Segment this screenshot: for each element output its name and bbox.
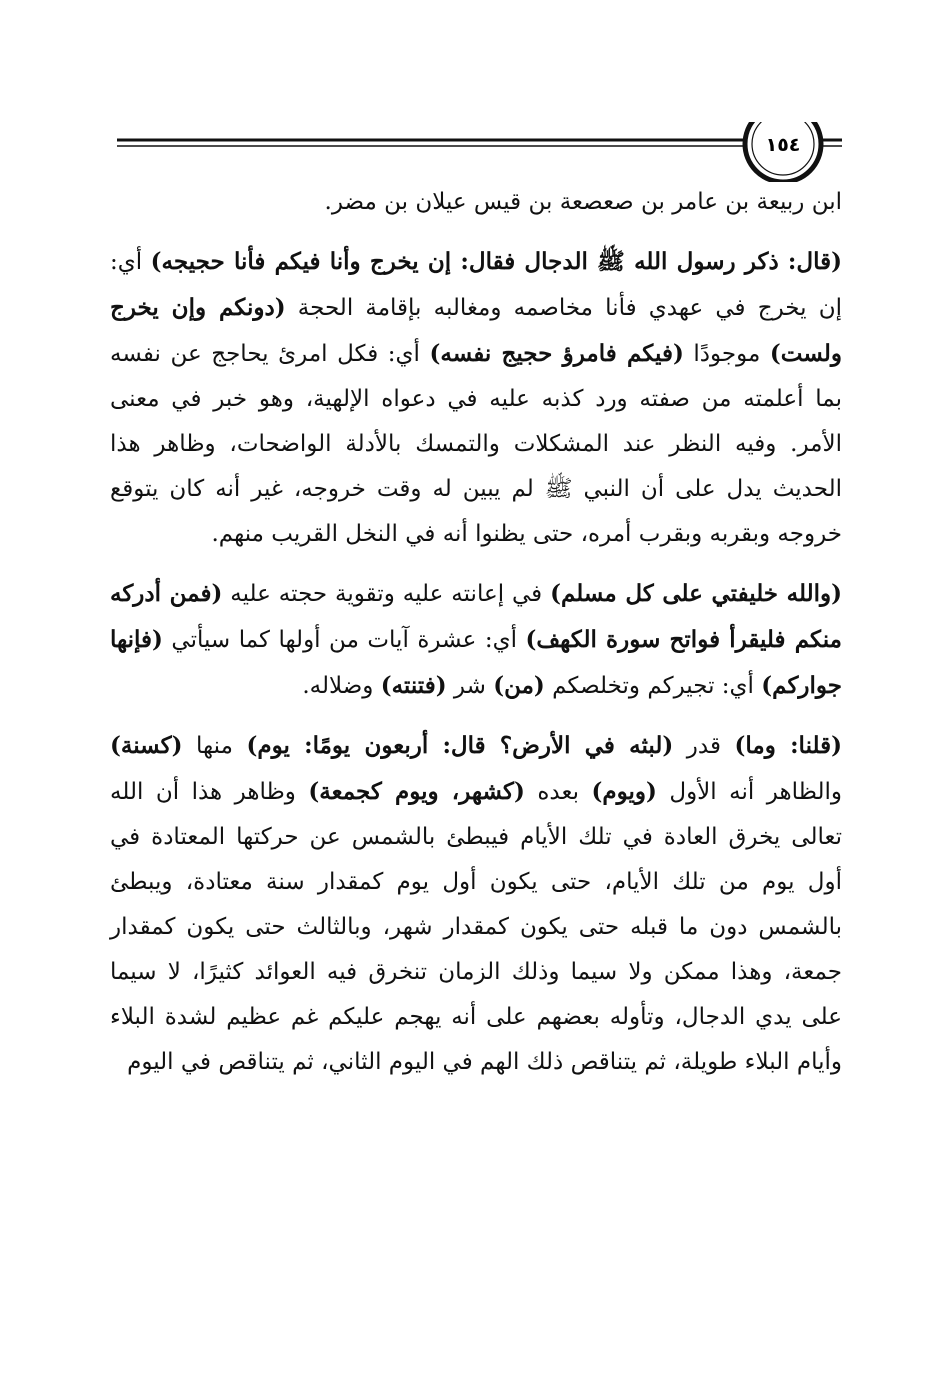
hadith-quote: (فتنته) xyxy=(380,672,447,699)
commentary-text: بعده xyxy=(524,779,592,805)
hadith-quote: (ويوم) xyxy=(591,778,657,805)
hadith-quote: (من) xyxy=(493,672,545,699)
paragraph xyxy=(110,571,842,709)
commentary-text: أي: عشرة آيات من أولها كما سيأتي xyxy=(162,627,526,653)
commentary-text: أي: تجيركم وتخلصكم xyxy=(544,673,762,699)
commentary-text: وظاهر هذا أن الله تعالى يخرق العادة في تلك الأيام فيبطئ بالشمس عن حركتها المعتادة في أول يوم من تلك الأيام، حتى يكون أول يوم كمقدار سنة معتادة، ويبطئ بالشمس دون ما قبله حتى يكون كمقدار شهر، وبالثالث حتى يكون كمقدار جمعة، وهذا ممكن ولا سيما وذلك الزمان تنخرق فيه العوائد كثيرًا، لا سيما على يدي الدجال، وتأوله بعضهم على أنه يهجم عليكم غم عظيم لشدة البلاء وأيام البلاء طويلة، ثم يتناقص ذلك الهم في اليوم الثاني، ثم يتناقص في اليوم xyxy=(110,779,842,1075)
commentary-text: في إعانته عليه وتقوية حجته عليه xyxy=(222,581,551,607)
paragraph xyxy=(110,239,842,557)
commentary-text: منها xyxy=(182,733,247,759)
hadith-quote: (دونكم وإن يخرج ولست) xyxy=(110,294,842,367)
hadith-quote: (كسنة) xyxy=(110,732,183,759)
hadith-quote: (فيكم فامرؤ حجيج نفسه) xyxy=(429,340,684,367)
hadith-quote: (فمن أدركه منكم فليقرأ فواتح سورة الكهف) xyxy=(110,580,842,653)
commentary-text: أي: فكل امرئ يحاجج عن نفسه بما أعلمته من صفته ورد كذبه عليه في دعواه الإلهية، وهو خبر في معنى الأمر. وفيه النظر عند المشكلات والتمسك بالأدلة الواضحات، وظاهر هذا الحديث يدل على أن النبي ﷺ لم يبين له وقت خروجه، غير أنه كان يتوقع خروجه وبقربه وبقرب أمره، حتى يظنوا أنه في النخل القريب منهم. xyxy=(110,341,842,547)
hadith-quote: (قلنا: وما) xyxy=(734,732,842,759)
hadith-quote: (كشهر، ويوم كجمعة) xyxy=(308,778,525,805)
commentary-text: وضلاله. xyxy=(302,673,381,699)
paragraph xyxy=(110,723,842,1085)
paragraph xyxy=(110,180,842,225)
hadith-quote: (والله خليفتي على كل مسلم) xyxy=(550,580,842,607)
commentary-text: ابن ربيعة بن عامر بن صعصعة بن قيس عيلان بن مضر. xyxy=(324,189,842,215)
body-text xyxy=(110,180,842,1099)
hadith-quote: (قال: ذكر رسول الله ﷺ الدجال فقال: إن يخرج وأنا فيكم فأنا حجيجه) xyxy=(150,248,843,275)
commentary-text: موجودًا xyxy=(683,341,770,367)
page-header xyxy=(117,122,842,182)
hadith-quote: (فإنها جواركم) xyxy=(110,626,842,699)
page-number: ١٥٤ xyxy=(765,134,801,156)
commentary-text: والظاهر أنه الأول xyxy=(656,779,842,805)
hadith-quote: (لبثه في الأرض؟ قال: أربعون يومًا: يوم) xyxy=(246,732,674,759)
commentary-text: شر xyxy=(446,673,494,699)
commentary-text: قدر xyxy=(673,733,735,759)
header-rule-ornament xyxy=(117,122,842,182)
commentary-text: أي: إن يخرج في عهدي فأنا مخاصمه ومغالبه بإقامة الحجة xyxy=(110,249,842,321)
